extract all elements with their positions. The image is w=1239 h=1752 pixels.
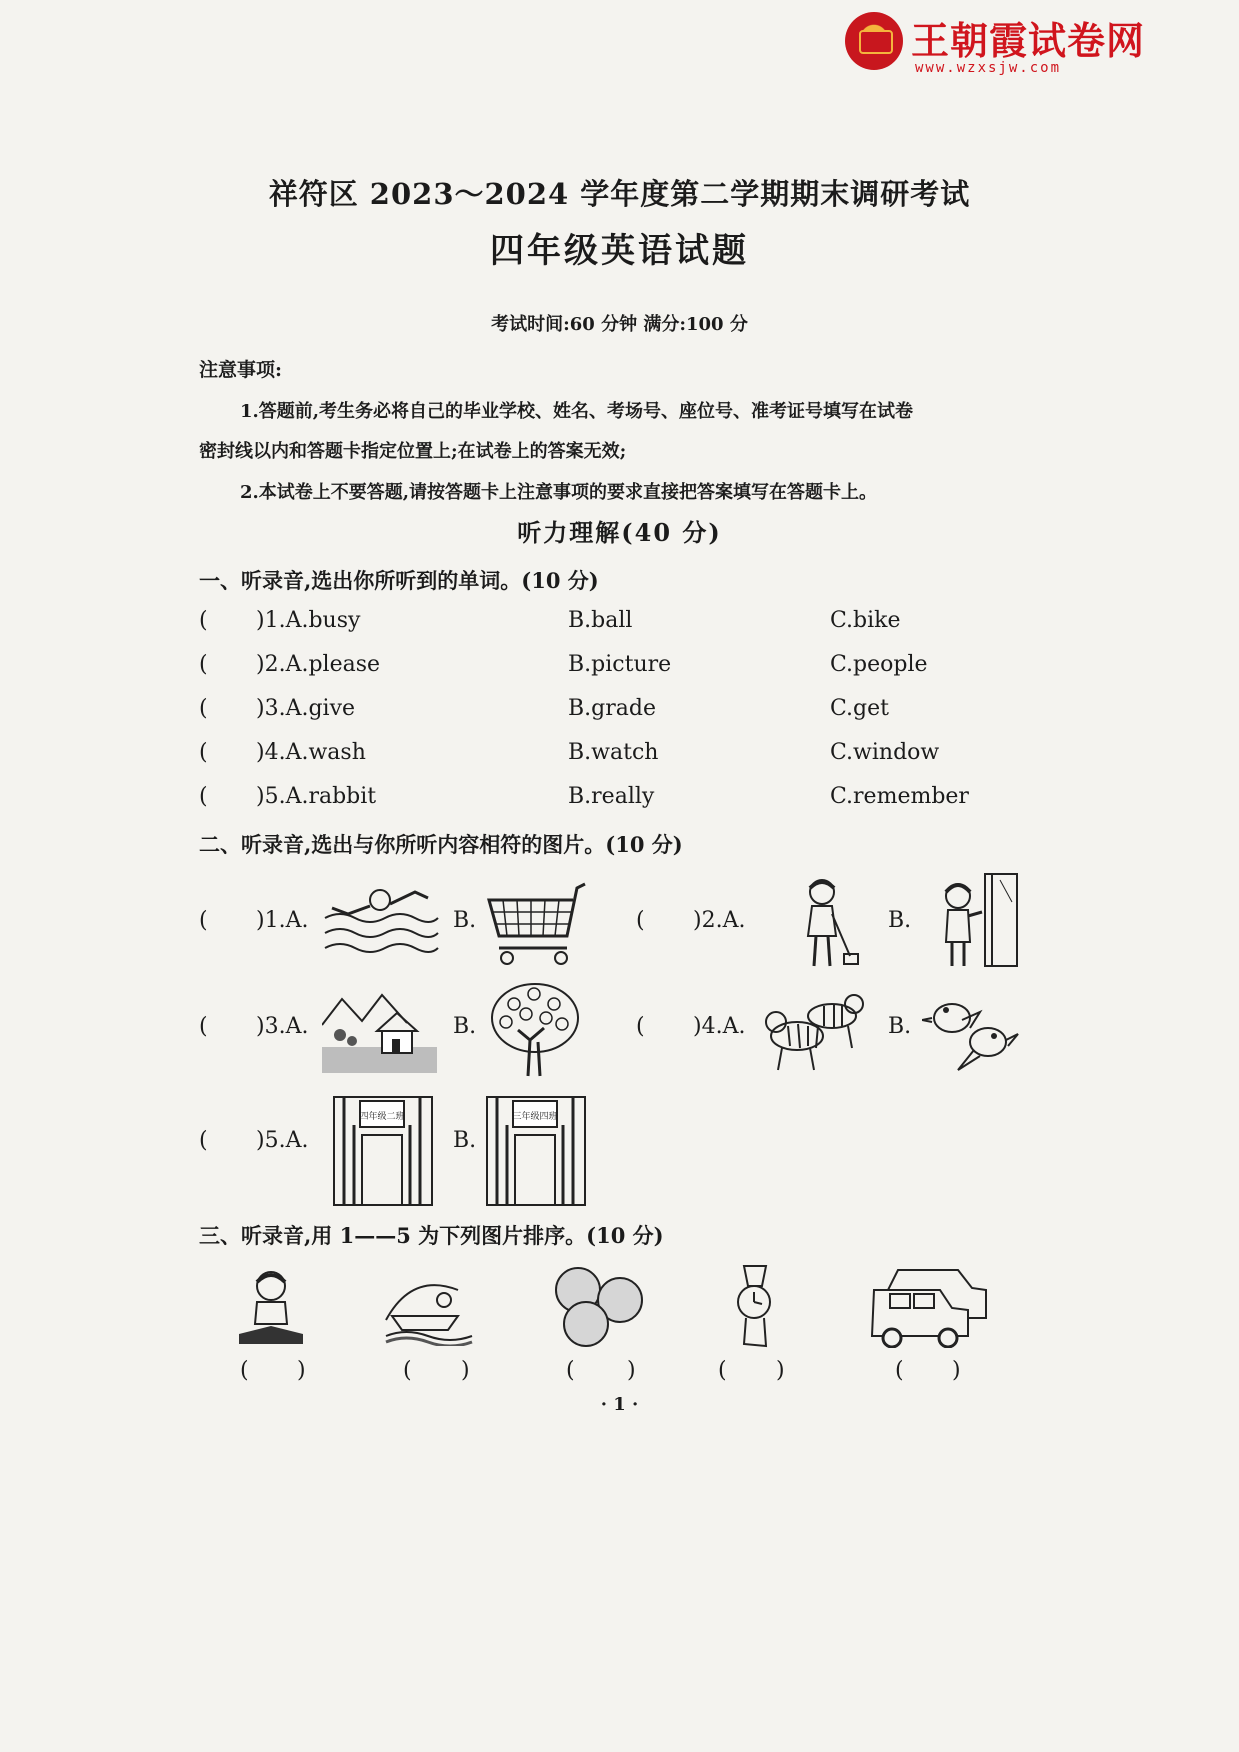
classroom-door-picture [332, 1095, 434, 1207]
notice-item-1-line-1: 1.答题前,考生务必将自己的毕业学校、姓名、考场号、座位号、准考证号填写在试卷 [240, 401, 914, 422]
option-a: )4.A.wash [256, 740, 366, 765]
answer-paren-open: ( [566, 1358, 575, 1383]
part2-q5-label: )5.A. [256, 1128, 309, 1153]
watermark-logo [845, 10, 1165, 80]
option-b-label: B. [888, 908, 912, 933]
answer-paren-close: ) [297, 1358, 306, 1383]
answer-paren-open: ( [199, 608, 208, 633]
option-b: B.ball [568, 608, 633, 633]
exam-title: 祥符区 2023～2024 学年度第二学期期末调研考试 [268, 177, 971, 211]
option-b-label: B. [453, 1014, 477, 1039]
option-c: C.window [830, 740, 940, 765]
answer-paren-open: ( [240, 1358, 249, 1383]
option-c: C.get [830, 696, 889, 721]
answer-paren-open: ( [895, 1358, 904, 1383]
option-b: B.picture [568, 652, 672, 677]
option-c: C.bike [830, 608, 901, 633]
farm-house-picture [322, 985, 437, 1073]
notice-item-1-line-2: 密封线以内和答题卡指定位置上;在试卷上的答案无效; [199, 441, 627, 462]
answer-paren-open: ( [199, 1014, 208, 1039]
notice-heading: 注意事项: [199, 359, 283, 381]
answer-paren-open: ( [199, 784, 208, 809]
cars-picture [868, 1264, 990, 1348]
sweeping-girl-picture [790, 876, 865, 974]
birds-picture [922, 990, 1020, 1080]
notice-item-2: 2.本试卷上不要答题,请按答题卡上注意事项的要求直接把答案填写在答题卡上。 [240, 482, 878, 503]
option-b-label: B. [888, 1014, 912, 1039]
seal-icon [845, 12, 903, 70]
part2-q4-label: )4.A. [693, 1014, 746, 1039]
classroom-door-picture [485, 1095, 587, 1207]
answer-paren-open: ( [199, 1128, 208, 1153]
shopping-cart-picture [485, 878, 595, 970]
part3-heading: 三、听录音,用 1——5 为下列图片排序。(10 分) [199, 1223, 664, 1248]
door-sign-a: 四年级二班 [359, 1112, 405, 1122]
answer-paren-close: ) [776, 1358, 785, 1383]
answer-paren-close: ) [627, 1358, 636, 1383]
answer-paren-close: ) [461, 1358, 470, 1383]
answer-paren-open: ( [199, 696, 208, 721]
page-number: · 1 · [600, 1394, 639, 1415]
option-a: )3.A.give [256, 696, 356, 721]
option-a: )5.A.rabbit [256, 784, 377, 809]
apple-tree-picture [488, 980, 583, 1078]
option-b: B.grade [568, 696, 656, 721]
option-b-label: B. [453, 908, 477, 933]
answer-paren-open: ( [199, 652, 208, 677]
option-b-label: B. [453, 1128, 477, 1153]
answer-paren-open: ( [636, 908, 645, 933]
watermark-name: 王朝霞试卷网 [911, 19, 1146, 63]
fishing-boat-picture [382, 1266, 474, 1346]
door-sign-b: 三年级四班 [512, 1112, 558, 1122]
window-cleaning-picture [930, 872, 1020, 970]
exam-subtitle: 四年级英语试题 [490, 231, 749, 271]
girl-reading-picture [235, 1268, 307, 1346]
part2-q3-label: )3.A. [256, 1014, 309, 1039]
option-c: C.remember [830, 784, 969, 809]
option-c: C.people [830, 652, 928, 677]
oranges-picture [548, 1264, 648, 1348]
watermark-url: www.wzxsjw.com [915, 60, 1062, 76]
part2-q1-label: )1.A. [256, 908, 309, 933]
answer-paren-open: ( [199, 740, 208, 765]
answer-paren-close: ) [952, 1358, 961, 1383]
listening-section-title: 听力理解(40 分) [517, 518, 722, 547]
watch-picture [722, 1264, 784, 1350]
answer-paren-open: ( [636, 1014, 645, 1039]
part2-q2-label: )2.A. [693, 908, 746, 933]
answer-paren-open: ( [199, 908, 208, 933]
tigers-picture [762, 986, 867, 1078]
answer-paren-open: ( [403, 1358, 412, 1383]
exam-info: 考试时间:60 分钟 满分:100 分 [491, 314, 748, 335]
swimming-picture [320, 878, 440, 956]
part2-heading: 二、听录音,选出与你所听内容相符的图片。(10 分) [199, 832, 683, 857]
option-b: B.really [568, 784, 655, 809]
option-b: B.watch [568, 740, 659, 765]
option-a: )1.A.busy [256, 608, 361, 633]
part1-heading: 一、听录音,选出你所听到的单词。(10 分) [199, 568, 599, 593]
option-a: )2.A.please [256, 652, 381, 677]
answer-paren-open: ( [718, 1358, 727, 1383]
